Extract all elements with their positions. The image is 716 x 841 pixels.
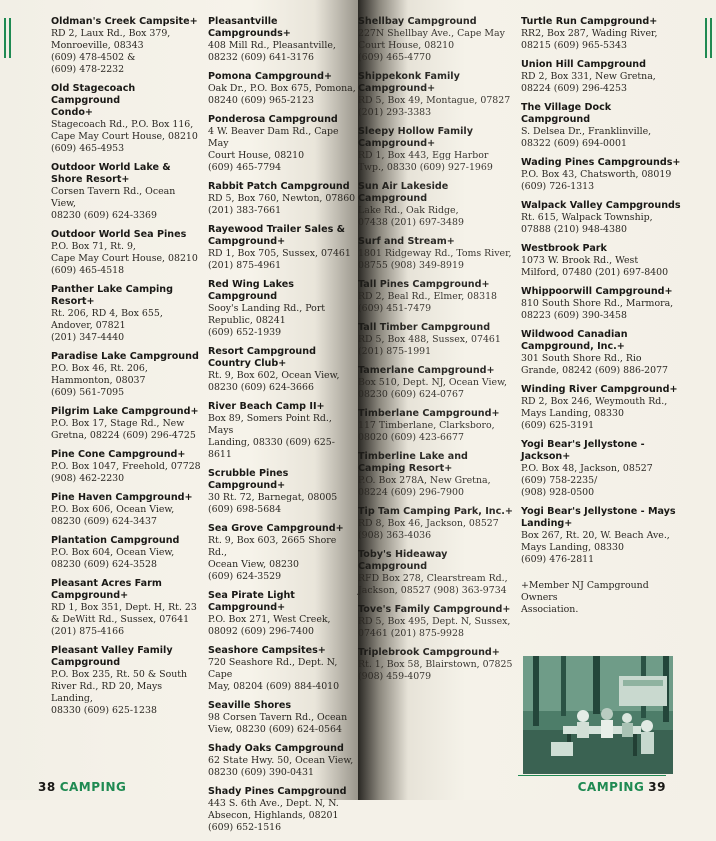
campground-listing (358, 181, 518, 229)
campground-name: Union Hill Campground (521, 59, 646, 70)
campground-address: RD 5, Box 495, Dept. N, Sussex, 07461 (201) 875-9928 (358, 616, 511, 639)
campground-address: 62 State Hwy. 50, Ocean View, 08230 (609) 390-0431 (208, 755, 354, 778)
campground-address: RD 1, Box 705, Sussex, 07461 (201) 875-4961 (208, 248, 351, 271)
campground-listing (51, 406, 201, 442)
campground-name: Outdoor World Sea Pines (51, 229, 187, 240)
campground-address: RD 2, Beal Rd., Elmer, 08318 (609) 451-7479 (358, 291, 497, 314)
campground-listing (51, 449, 201, 485)
campground-name: Shady Oaks Campground (208, 743, 344, 754)
campground-name: Shellbay Campground (358, 16, 477, 27)
campground-address: Rt. 9, Box 603, 2665 Shore Rd., Ocean View, 08230 (609) 624-3529 (208, 535, 337, 582)
right-page (358, 0, 716, 800)
campground-listing (208, 590, 358, 638)
campground-address: P.O. Box 606, Ocean View, 08230 (609) 624-3437 (51, 504, 175, 527)
campground-name: Scrubble Pines Campground+ (208, 468, 289, 491)
campground-name: Tall Pines Campground+ (358, 279, 490, 290)
campground-name: Seaville Shores (208, 700, 292, 711)
campground-name: Paradise Lake Campground (51, 351, 199, 362)
campground-listing (521, 200, 681, 236)
campground-name: The Village Dock Campground (521, 102, 612, 125)
campground-listing (51, 162, 201, 222)
campground-listing (358, 126, 518, 174)
campground-listing (208, 468, 358, 516)
campground-listing (521, 243, 681, 279)
campground-listing (358, 279, 518, 315)
campground-listing (358, 408, 518, 444)
campground-address: 301 South Shore Rd., Rio Grande, 08242 (609) 886-2077 (521, 353, 669, 376)
campground-address: P.O. Box 17, Stage Rd., New Gretna, 08224 (609) 296-4725 (51, 418, 196, 441)
campground-listing (358, 451, 518, 499)
campground-address: P.O. Box 48, Jackson, 08527 (609) 758-2235/ (908) 928-0500 (521, 463, 653, 498)
campground-address: P.O. Box 71, Rt. 9, Cape May Court House, 08210 (609) 465-4518 (51, 241, 198, 276)
campground-listing (521, 59, 681, 95)
campground-listing (358, 549, 518, 597)
campground-name: Pine Cone Campground+ (51, 449, 186, 460)
campground-address: RD 2, Box 246, Weymouth Rd., Mays Landing, 08330 (609) 625-3191 (521, 396, 668, 431)
listing-column-2 (208, 16, 358, 841)
campground-address: Lake Rd., Oak Ridge, 07438 (201) 697-3489 (358, 205, 464, 228)
campground-address: 117 Timberlane, Clarksboro, 08020 (609) 423-6677 (358, 420, 495, 443)
campground-address: S. Delsea Dr., Franklinville, 08322 (609) 694-0001 (521, 126, 652, 149)
campground-name: Winding River Campground+ (521, 384, 678, 395)
campground-listing (358, 322, 518, 358)
section-label: CAMPING (59, 780, 127, 794)
campground-address: 443 S. 6th Ave., Dept. N, N. Absecon, Highlands, 08201 (609) 652-1516 (208, 798, 339, 833)
campground-name: Triplebrook Campground+ (358, 647, 500, 658)
campground-address: 1801 Ridgeway Rd., Toms River, 08755 (908) 349-8919 (358, 248, 512, 271)
campground-name: Shady Pines Campground (208, 786, 347, 797)
campground-address: P.O. Box 43, Chatsworth, 08019 (609) 726-1313 (521, 169, 672, 192)
campground-name: Surf and Stream+ (358, 236, 455, 247)
page-number: 38 (38, 780, 56, 794)
campground-address: P.O. Box 1047, Freehold, 07728 (908) 462-2230 (51, 461, 201, 484)
campground-name: Timberlane Campground+ (358, 408, 500, 419)
campground-listing (521, 439, 681, 499)
campground-address: Rt. 615, Walpack Township, 07888 (210) 948-4380 (521, 212, 653, 235)
campground-name: Pine Haven Campground+ (51, 492, 193, 503)
campground-address: Box 267, Rt. 20, W. Beach Ave., Mays Landing, 08330 (609) 476-2811 (521, 530, 670, 565)
campground-name: Yogi Bear's Jellystone - Mays Landing+ (521, 506, 676, 529)
campground-listing (208, 401, 358, 461)
campground-name: Wading Pines Campgrounds+ (521, 157, 681, 168)
campground-name: Oldman's Creek Campsite+ (51, 16, 198, 27)
campground-listing (51, 284, 201, 344)
campground-address: Corsen Tavern Rd., Ocean View, 08230 (609) 624-3369 (51, 186, 176, 221)
campground-address: P.O. Box 604, Ocean View, 08230 (609) 624-3528 (51, 547, 175, 570)
campground-listing (208, 786, 358, 834)
campground-address: RD 1, Box 443, Egg Harbor Twp., 08330 (609) 927-1969 (358, 150, 493, 173)
campground-listing (51, 492, 201, 528)
campground-name: Timberline Lake and Camping Resort+ (358, 451, 468, 474)
campground-listing (208, 181, 358, 217)
campground-address: 98 Corsen Tavern Rd., Ocean View, 08230 (609) 624-0564 (208, 712, 348, 735)
campground-address: P.O. Box 271, West Creek, 08092 (609) 296-7400 (208, 614, 331, 637)
campers-picnic-illustration (523, 656, 673, 774)
campground-name: Pleasant Acres Farm Campground+ (51, 578, 162, 601)
campground-name: Sea Grove Campground+ (208, 523, 344, 534)
campground-name: Old Stagecoach Campground Condo+ (51, 83, 136, 118)
campground-name: Yogi Bear's Jellystone - Jackson+ (521, 439, 645, 462)
campground-listing (51, 645, 201, 717)
campground-listing (521, 286, 681, 322)
campground-address: Sooy's Landing Rd., Port Republic, 08241 (609) 652-1939 (208, 303, 326, 338)
campground-name: Seashore Campsites+ (208, 645, 326, 656)
campground-name: Sun Air Lakeside Campground (358, 181, 449, 204)
campground-name: Whippoorwill Campground+ (521, 286, 673, 297)
campground-listing (521, 329, 681, 377)
campground-address: Rt. 206, RD 4, Box 655, Andover, 07821 (201) 347-4440 (51, 308, 163, 343)
campground-listing (208, 523, 358, 583)
campground-listing (51, 351, 201, 399)
campground-listing (521, 157, 681, 193)
campground-address: Rt. 1, Box 58, Blairstown, 07825 (908) 459-4079 (358, 659, 513, 682)
campground-address: Stagecoach Rd., P.O. Box 116, Cape May Court House, 08210 (609) 465-4953 (51, 119, 198, 154)
campground-name: Tove's Family Campground+ (358, 604, 511, 615)
campground-listing (358, 647, 518, 683)
campground-address: P.O. Box 278A, New Gretna, 08224 (609) 296-7900 (358, 475, 491, 498)
campground-name: Tamerlane Campground+ (358, 365, 495, 376)
section-label: CAMPING (577, 780, 645, 794)
campground-listing (51, 578, 201, 638)
campground-address: RFD Box 278, Clearstream Rd., Jackson, 08527 (908) 363-9734 (358, 573, 508, 596)
campground-address: 1073 W. Brook Rd., West Milford, 07480 (201) 697-8400 (521, 255, 669, 278)
campground-listing (208, 16, 358, 64)
page-footer-right (578, 780, 666, 794)
campground-listing (208, 346, 358, 394)
campground-name: Pleasantville Campgrounds+ (208, 16, 291, 39)
campground-address: 720 Seashore Rd., Dept. N, Cape May, 08204 (609) 884-4010 (208, 657, 340, 692)
campground-listing (51, 16, 201, 76)
page-footer-left (38, 780, 126, 794)
campground-name: Outdoor World Lake & Shore Resort+ (51, 162, 171, 185)
campground-listing (358, 71, 518, 119)
campground-address: 227N Shellbay Ave., Cape May Court House, 08210 (609) 465-4770 (358, 28, 505, 63)
campground-name: Pleasant Valley Family Campground (51, 645, 173, 668)
campground-listing (358, 365, 518, 401)
campground-name: Pomona Campground+ (208, 71, 332, 82)
campground-name: Sleepy Hollow Family Campground+ (358, 126, 473, 149)
campground-listing (51, 83, 201, 155)
campground-name: Panther Lake Camping Resort+ (51, 284, 173, 307)
campground-address: Oak Dr., P.O. Box 675, Pomona, 08240 (609) 965-2123 (208, 83, 356, 106)
campground-listing (358, 236, 518, 272)
campground-name: Wildwood Canadian Campground, Inc.+ (521, 329, 628, 352)
campground-name: Rayewood Trailer Sales & Campground+ (208, 224, 346, 247)
page-number: 39 (648, 780, 666, 794)
campground-address: RD 2, Laux Rd., Box 379, Monroeville, 08343 (609) 478-4502 & (609) 478-2232 (51, 28, 171, 75)
campground-listing (51, 229, 201, 277)
campground-address: 30 Rt. 72, Barnegat, 08005 (609) 698-5684 (208, 492, 338, 515)
campground-name: Pilgrim Lake Campground+ (51, 406, 199, 417)
campground-address: Box 89, Somers Point Rd., Mays Landing, 08330 (609) 625-8611 (208, 413, 335, 460)
campground-address: P.O. Box 46, Rt. 206, Hammonton, 08037 (609) 561-7095 (51, 363, 148, 398)
campground-address: P.O. Box 235, Rt. 50 & South River Rd., RD 20, Mays Landing, 08330 (609) 625-1238 (51, 669, 188, 716)
campground-name: Sea Pirate Light Campground+ (208, 590, 295, 613)
campground-listing (51, 535, 201, 571)
campground-listing (521, 384, 681, 432)
campground-name: Plantation Campground (51, 535, 180, 546)
campground-address: 4 W. Beaver Dam Rd., Cape May Court House, 08210 (609) 465-7794 (208, 126, 339, 173)
campground-address: RD 8, Box 46, Jackson, 08527 (908) 363-4036 (358, 518, 499, 541)
campground-name: Tip Tam Camping Park, Inc.+ (358, 506, 513, 517)
campground-name: Ponderosa Campground (208, 114, 338, 125)
campground-address: RD 5, Box 49, Montague, 07827 (201) 293-3383 (358, 95, 511, 118)
campground-listing (208, 279, 358, 339)
campground-listing (521, 16, 681, 52)
campground-listing (521, 506, 681, 566)
listing-column-1 (51, 16, 201, 724)
campground-listing (358, 604, 518, 640)
page-edge-marks (4, 18, 11, 58)
campground-name: Toby's Hideaway Campground (358, 549, 448, 572)
campground-address: RD 5, Box 760, Newton, 07860 (201) 383-7661 (208, 193, 356, 216)
campground-address: 408 Mill Rd., Pleasantville, 08232 (609) 641-3176 (208, 40, 336, 63)
campground-listing (208, 114, 358, 174)
listing-column-3 (358, 16, 518, 690)
campground-name: Red Wing Lakes Campground (208, 279, 294, 302)
campground-listing (208, 224, 358, 272)
page-edge-marks (705, 18, 712, 58)
campground-name: Tall Timber Campground (358, 322, 491, 333)
campground-name: Rabbit Patch Campground (208, 181, 350, 192)
campground-address: RD 5, Box 488, Sussex, 07461 (201) 875-1991 (358, 334, 501, 357)
campground-address: Rt. 9, Box 602, Ocean View, 08230 (609) 624-3666 (208, 370, 340, 393)
campground-address: Box 510, Dept. NJ, Ocean View, 08230 (609) 624-0767 (358, 377, 507, 400)
campground-listing (358, 506, 518, 542)
campground-listing (208, 71, 358, 107)
membership-footnote: +Member NJ Campground Owners Association. (521, 580, 649, 615)
campground-listing (358, 16, 518, 64)
campground-name: Walpack Valley Campgrounds (521, 200, 681, 211)
campground-listing (208, 743, 358, 779)
campground-name: Turtle Run Campground+ (521, 16, 658, 27)
campground-name: Westbrook Park (521, 243, 607, 254)
left-page (0, 0, 358, 833)
campground-name: Resort Campground Country Club+ (208, 346, 316, 369)
campground-address: 810 South Shore Rd., Marmora, 08223 (609) 390-3458 (521, 298, 674, 321)
campground-listing (208, 645, 358, 693)
campground-address: RR2, Box 287, Wading River, 08215 (609) 965-5343 (521, 28, 658, 51)
campground-name: River Beach Camp II+ (208, 401, 325, 412)
campground-photo (523, 656, 673, 774)
footer-rule (518, 775, 666, 776)
campground-listing (208, 700, 358, 736)
campground-name: Shippekonk Family Campground+ (358, 71, 460, 94)
campground-address: RD 1, Box 351, Dept. H, Rt. 23 & DeWitt Rd., Sussex, 07641 (201) 875-4166 (51, 602, 197, 637)
campground-listing (521, 102, 681, 150)
campground-address: RD 2, Box 331, New Gretna, 08224 (609) 296-4253 (521, 71, 656, 94)
listing-column-4 (521, 16, 681, 616)
